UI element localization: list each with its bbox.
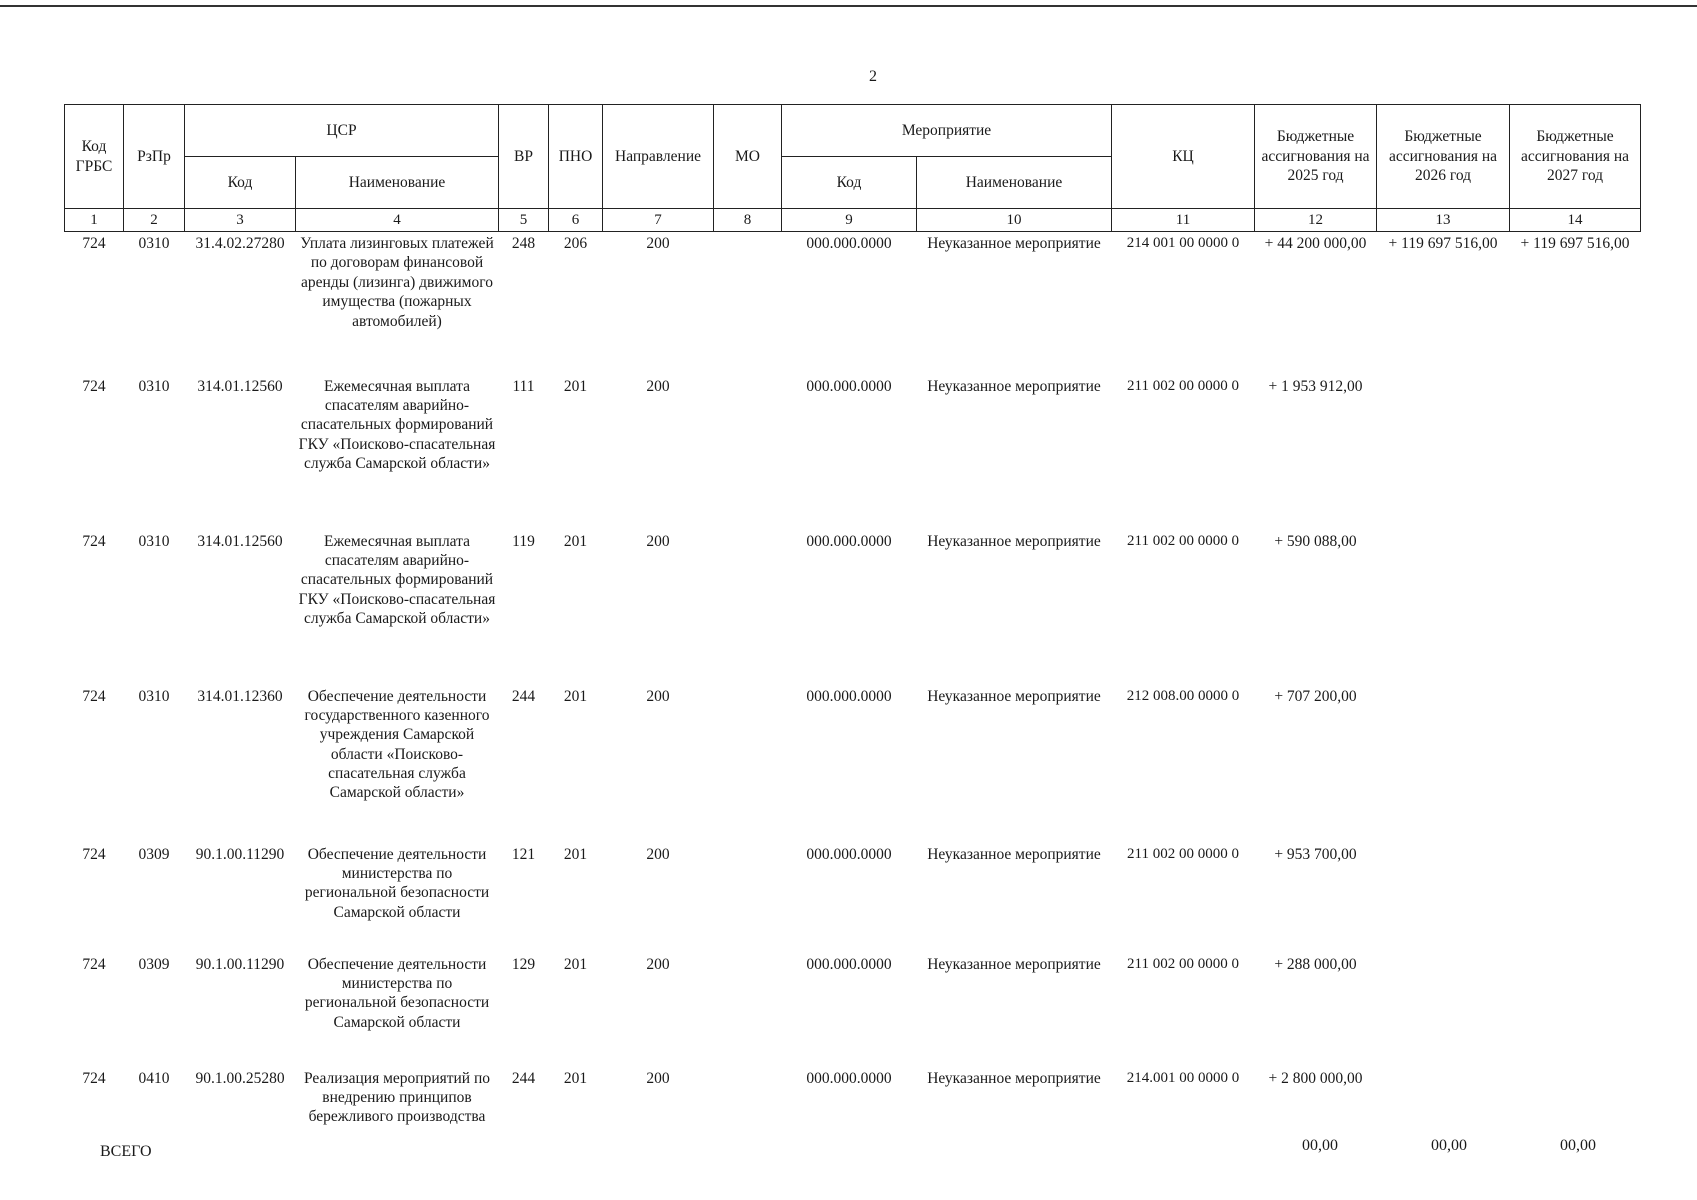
cell-y2026 — [1377, 945, 1510, 1059]
cell-csr-name: Уплата лизинговых платежей по договорам финансовой аренды (лизинга) движимого имущества (пожарных автомобилей) — [300, 235, 494, 330]
cell-event-name: Неуказанное мероприятие — [927, 532, 1101, 550]
cell-direction: 200 — [646, 1069, 670, 1087]
cell-direction: 200 — [646, 532, 670, 550]
cell-mo — [714, 835, 782, 945]
cell-direction: 200 — [646, 687, 670, 705]
cell-event-code: 000.000.0000 — [806, 845, 892, 863]
column-number: 12 — [1255, 209, 1377, 232]
cell-kc: 214 001 00 0000 0 — [1126, 235, 1240, 251]
column-number: 5 — [499, 209, 549, 232]
cell-grbs: 724 — [82, 687, 106, 705]
cell-y2026 — [1377, 367, 1510, 522]
cell-csr-code: 90.1.00.11290 — [195, 955, 285, 973]
cell-rzpr: 0310 — [138, 532, 170, 550]
cell-y2025: + 953 700,00 — [1274, 845, 1357, 863]
cell-y2027 — [1510, 835, 1641, 945]
cell-csr-name: Ежемесячная выплата спасателям аварийно-спасательных формирований ГКУ «Поисково-спасательная служба Самарской области» — [298, 377, 496, 472]
cell-y2026: + 119 697 516,00 — [1388, 235, 1498, 252]
column-number: 11 — [1112, 209, 1255, 232]
cell-mo — [714, 677, 782, 835]
cell-y2027 — [1510, 945, 1641, 1059]
cell-grbs: 724 — [82, 532, 106, 550]
table-row — [65, 835, 1641, 945]
cell-rzpr: 0410 — [138, 1069, 170, 1087]
cell-rzpr: 0310 — [138, 235, 170, 252]
cell-vr: 244 — [511, 1069, 536, 1087]
cell-y2025: + 288 000,00 — [1274, 955, 1357, 973]
cell-event-name: Неуказанное мероприятие — [927, 235, 1101, 252]
cell-vr: 121 — [511, 845, 536, 863]
cell-event-name: Неуказанное мероприятие — [927, 955, 1101, 973]
cell-direction: 200 — [646, 235, 670, 252]
cell-y2026 — [1377, 1059, 1510, 1139]
cell-mo — [714, 1059, 782, 1139]
cell-event-code: 000.000.0000 — [806, 687, 892, 705]
cell-y2025: + 590 088,00 — [1274, 532, 1357, 550]
cell-mo — [714, 367, 782, 522]
cell-kc: 211 002 00 0000 0 — [1127, 845, 1239, 862]
cell-csr-name: Ежемесячная выплата спасателям аварийно-спасательных формирований ГКУ «Поисково-спасательная служба Самарской области» — [298, 532, 496, 627]
header-rzpr: РзПр — [124, 105, 185, 209]
cell-kc: 211 002 00 0000 0 — [1127, 532, 1239, 549]
column-number: 9 — [782, 209, 917, 232]
cell-vr: 244 — [511, 687, 536, 705]
cell-csr-code: 314.01.12360 — [197, 687, 283, 705]
cell-y2027 — [1510, 367, 1641, 522]
cell-grbs: 724 — [82, 955, 106, 973]
cell-y2025: + 1 953 912,00 — [1268, 377, 1363, 395]
table-row — [65, 1059, 1641, 1139]
cell-csr-name: Реализация мероприятий по внедрению принципов бережливого производства — [303, 1069, 491, 1126]
header-event: Мероприятие — [782, 105, 1112, 157]
header-grbs: Код ГРБС — [65, 105, 124, 209]
cell-pno: 201 — [563, 845, 588, 863]
cell-y2025: + 44 200 000,00 — [1264, 235, 1367, 252]
top-rule — [0, 5, 1697, 7]
table-row — [65, 232, 1641, 367]
header-direction: Направление — [603, 105, 714, 209]
cell-vr: 129 — [511, 955, 536, 973]
total-2025: 00,00 — [1302, 1137, 1338, 1154]
cell-y2026 — [1377, 677, 1510, 835]
total-2026: 00,00 — [1431, 1137, 1467, 1154]
column-number: 6 — [549, 209, 603, 232]
cell-event-code: 000.000.0000 — [806, 532, 892, 550]
cell-grbs: 724 — [82, 845, 106, 863]
cell-csr-name: Обеспечение деятельности министерства по региональной безопасности Самарской области — [304, 955, 490, 1031]
column-number: 3 — [185, 209, 296, 232]
cell-event-name: Неуказанное мероприятие — [927, 687, 1101, 705]
table-header — [65, 105, 1641, 232]
cell-grbs: 724 — [82, 235, 106, 252]
cell-pno: 201 — [563, 532, 588, 550]
cell-mo — [714, 945, 782, 1059]
header-vr: ВР — [499, 105, 549, 209]
cell-vr: 119 — [512, 532, 535, 550]
column-number: 13 — [1377, 209, 1510, 232]
cell-mo — [714, 522, 782, 677]
page-number: 2 — [869, 68, 877, 85]
cell-grbs: 724 — [82, 377, 106, 395]
header-kc: КЦ — [1112, 105, 1255, 209]
cell-csr-code: 314.01.12560 — [197, 377, 283, 395]
cell-event-code: 000.000.0000 — [806, 235, 892, 252]
cell-direction: 200 — [646, 955, 670, 973]
column-number: 14 — [1510, 209, 1641, 232]
header-pno: ПНО — [549, 105, 603, 209]
budget-table — [64, 104, 1641, 1139]
column-number: 7 — [603, 209, 714, 232]
header-csr-code: Код — [185, 157, 296, 209]
table-row — [65, 677, 1641, 835]
header-csr: ЦСР — [185, 105, 499, 157]
cell-event-code: 000.000.0000 — [806, 1069, 892, 1087]
header-event-name: Наименование — [917, 157, 1112, 209]
cell-pno: 201 — [563, 687, 588, 705]
cell-y2026 — [1377, 835, 1510, 945]
cell-csr-code: 314.01.12560 — [197, 532, 283, 550]
header-y2026: Бюджетные ассигнования на 2026 год — [1377, 105, 1510, 209]
cell-kc: 214.001 00 0000 0 — [1126, 1069, 1240, 1086]
column-number: 1 — [65, 209, 124, 232]
cell-rzpr: 0310 — [138, 377, 170, 395]
cell-event-code: 000.000.0000 — [806, 955, 892, 973]
cell-y2027: + 119 697 516,00 — [1520, 235, 1630, 252]
cell-rzpr: 0310 — [138, 687, 170, 705]
cell-pno: 201 — [563, 1069, 588, 1087]
cell-direction: 200 — [646, 377, 670, 395]
cell-y2026 — [1377, 522, 1510, 677]
header-y2025: Бюджетные ассигнования на 2025 год — [1255, 105, 1377, 209]
header-csr-name: Наименование — [296, 157, 499, 209]
cell-event-name: Неуказанное мероприятие — [927, 377, 1101, 395]
total-label: ВСЕГО — [100, 1143, 152, 1160]
cell-mo — [714, 232, 782, 367]
cell-rzpr: 0309 — [138, 955, 170, 973]
header-mo: МО — [714, 105, 782, 209]
cell-y2025: + 707 200,00 — [1274, 687, 1357, 705]
cell-pno: 201 — [563, 955, 588, 973]
table-row — [65, 522, 1641, 677]
column-number: 8 — [714, 209, 782, 232]
cell-y2025: + 2 800 000,00 — [1268, 1069, 1363, 1087]
cell-vr: 111 — [512, 377, 535, 395]
header-y2027: Бюджетные ассигнования на 2027 год — [1510, 105, 1641, 209]
cell-pno: 206 — [563, 235, 588, 252]
cell-y2027 — [1510, 522, 1641, 677]
header-event-code: Код — [782, 157, 917, 209]
cell-y2027 — [1510, 677, 1641, 835]
cell-csr-name: Обеспечение деятельности государственного казенного учреждения Самарской области «Поисково-спасательная служба Самарской области» — [304, 687, 490, 802]
table-body — [65, 232, 1641, 1139]
cell-grbs: 724 — [82, 1069, 106, 1087]
column-number: 2 — [124, 209, 185, 232]
cell-kc: 211 002 00 0000 0 — [1127, 377, 1239, 394]
cell-vr: 248 — [511, 235, 536, 252]
column-numbers-row — [65, 209, 1641, 232]
cell-event-name: Неуказанное мероприятие — [927, 1069, 1101, 1087]
column-number: 10 — [917, 209, 1112, 232]
cell-rzpr: 0309 — [138, 845, 170, 863]
cell-event-name: Неуказанное мероприятие — [927, 845, 1101, 863]
total-2027: 00,00 — [1560, 1137, 1596, 1154]
column-number: 4 — [296, 209, 499, 232]
table-row — [65, 367, 1641, 522]
cell-pno: 201 — [563, 377, 588, 395]
cell-y2027 — [1510, 1059, 1641, 1139]
cell-csr-code: 31.4.02.27280 — [195, 235, 285, 252]
cell-kc: 212 008.00 0000 0 — [1126, 687, 1240, 704]
table-row — [65, 945, 1641, 1059]
cell-csr-name: Обеспечение деятельности министерства по региональной безопасности Самарской области — [304, 845, 490, 921]
cell-event-code: 000.000.0000 — [806, 377, 892, 395]
cell-kc: 211 002 00 0000 0 — [1127, 955, 1239, 972]
cell-direction: 200 — [646, 845, 670, 863]
cell-csr-code: 90.1.00.11290 — [195, 845, 285, 863]
cell-csr-code: 90.1.00.25280 — [195, 1069, 285, 1087]
